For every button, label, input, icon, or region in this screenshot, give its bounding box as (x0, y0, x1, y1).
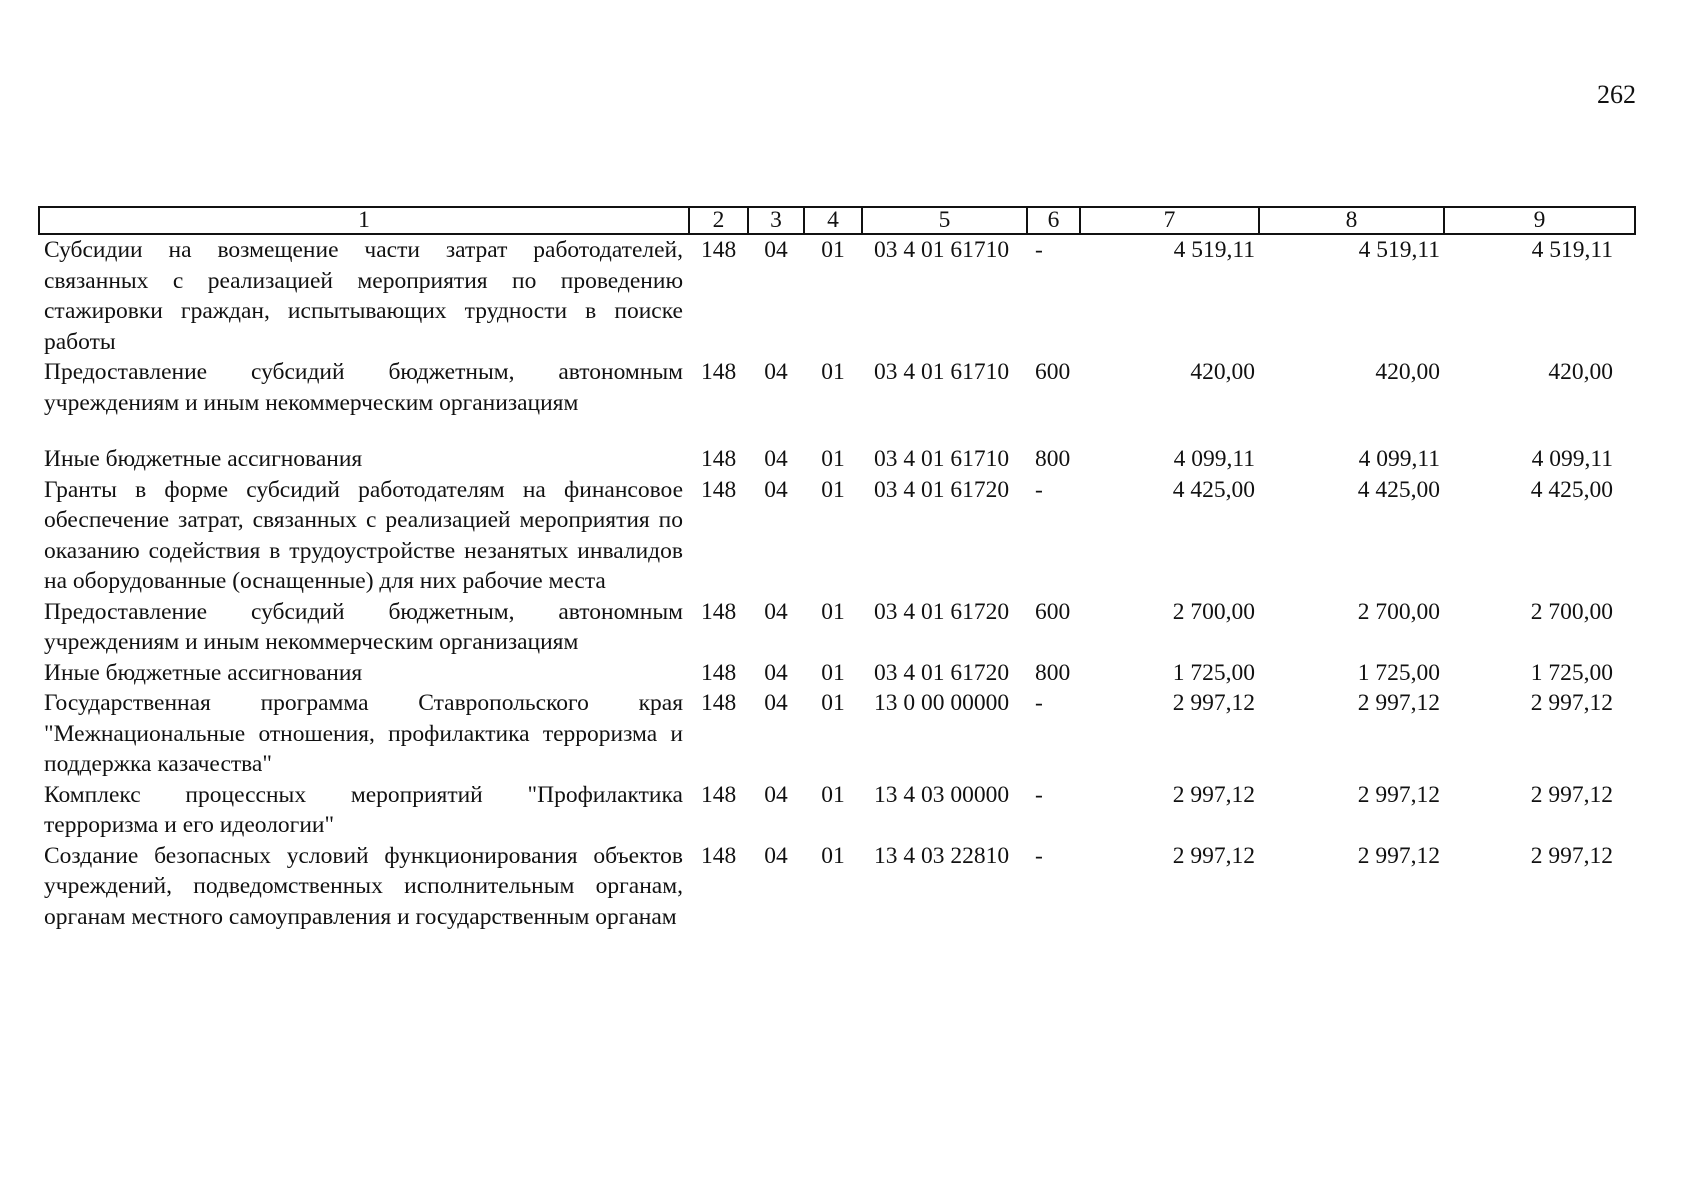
row-csr: 03 4 01 61710 (874, 237, 1010, 263)
row-pr: 01 (821, 690, 845, 716)
row-grbs: 148 (701, 598, 737, 625)
row-rz: 04 (764, 690, 788, 716)
row-amount-3: 2 997,12 (1530, 842, 1613, 869)
budget-table (38, 206, 1636, 932)
row-csr: 03 4 01 61720 (874, 598, 1010, 625)
row-amount-2: 1 725,00 (1357, 659, 1440, 686)
row-grbs: 148 (701, 237, 737, 263)
row-grbs: 148 (701, 359, 737, 385)
table-row (39, 841, 1635, 933)
table-header (39, 207, 1635, 234)
row-pr: 01 (821, 237, 845, 263)
row-amount-2: 2 700,00 (1357, 598, 1440, 625)
column-header: 1 (39, 207, 689, 234)
page-number: 262 (1597, 80, 1636, 109)
row-amount-3: 1 725,00 (1530, 659, 1613, 686)
table-body (39, 234, 1635, 932)
column-header: 7 (1080, 207, 1259, 234)
row-name: Субсидии на возмещение части затрат работодателей, связанных с реализацией мероприятия по проведению стажировки граждан, испытывающих трудности в поиске работы (44, 237, 683, 355)
row-amount-2: 4 099,11 (1358, 446, 1440, 472)
row-amount-1: 2 700,00 (1172, 598, 1255, 625)
row-amount-2: 2 997,12 (1357, 842, 1440, 869)
row-grbs: 148 (701, 781, 737, 808)
row-pr: 01 (821, 476, 845, 503)
table-row (39, 475, 1635, 597)
spacer-cell (39, 418, 1635, 444)
table-row (39, 658, 1635, 689)
row-amount-3: 420,00 (1548, 359, 1613, 385)
row-pr: 01 (821, 359, 845, 385)
row-amount-1: 4 519,11 (1173, 237, 1255, 263)
row-csr: 13 4 03 22810 (874, 842, 1010, 869)
row-pr: 01 (821, 842, 845, 869)
row-grbs: 148 (701, 690, 737, 716)
row-rz: 04 (764, 359, 788, 385)
row-amount-3: 2 997,12 (1530, 781, 1613, 808)
row-vr: 600 (1035, 359, 1071, 385)
row-csr: 13 4 03 00000 (874, 781, 1010, 808)
row-csr: 03 4 01 61720 (874, 476, 1010, 503)
row-amount-2: 4 519,11 (1358, 237, 1440, 263)
row-amount-3: 4 099,11 (1531, 446, 1613, 472)
column-header: 2 (689, 207, 748, 234)
column-header: 5 (862, 207, 1027, 234)
row-rz: 04 (764, 842, 788, 869)
row-amount-1: 4 425,00 (1172, 476, 1255, 503)
row-name: Гранты в форме субсидий работодателям на финансовое обеспечение затрат, связанных с реализацией мероприятия по оказанию содействия в трудоустройстве незанятых инвалидов на оборудованные (оснащенные) для них рабочие места (44, 476, 683, 594)
column-header: 8 (1259, 207, 1444, 234)
column-header: 6 (1027, 207, 1080, 234)
column-header: 3 (748, 207, 804, 234)
row-name: Иные бюджетные ассигнования (44, 446, 363, 472)
row-name: Предоставление субсидий бюджетным, автономным учреждениям и иным некоммерческим организациям (44, 359, 683, 416)
row-rz: 04 (764, 659, 788, 686)
row-amount-2: 420,00 (1375, 359, 1440, 385)
row-pr: 01 (821, 446, 845, 472)
row-amount-1: 420,00 (1190, 359, 1255, 385)
row-vr: - (1035, 237, 1043, 263)
table-row (39, 780, 1635, 841)
table-row (39, 357, 1635, 418)
row-csr: 03 4 01 61720 (874, 659, 1010, 686)
row-name: Создание безопасных условий функционирования объектов учреждений, подведомственных исполнительным органам, органам местного самоуправления и государственным органам (44, 842, 683, 930)
table-row (39, 444, 1635, 475)
row-amount-3: 2 700,00 (1530, 598, 1613, 625)
row-amount-3: 4 425,00 (1530, 476, 1613, 503)
row-vr: - (1035, 690, 1043, 716)
row-name: Иные бюджетные ассигнования (44, 659, 363, 686)
row-name: Комплекс процессных мероприятий "Профилактика терроризма и его идеологии" (44, 781, 683, 838)
column-header: 9 (1444, 207, 1635, 234)
row-amount-2: 4 425,00 (1357, 476, 1440, 503)
row-grbs: 148 (701, 659, 737, 686)
row-vr: 800 (1035, 659, 1071, 686)
row-vr: - (1035, 476, 1043, 503)
row-spacer (39, 418, 1635, 444)
row-amount-1: 2 997,12 (1172, 690, 1255, 716)
row-amount-2: 2 997,12 (1357, 781, 1440, 808)
column-header: 4 (804, 207, 862, 234)
row-grbs: 148 (701, 446, 737, 472)
row-vr: - (1035, 781, 1043, 808)
row-amount-3: 2 997,12 (1530, 690, 1613, 716)
row-amount-1: 2 997,12 (1172, 781, 1255, 808)
table-row (39, 234, 1635, 357)
row-rz: 04 (764, 237, 788, 263)
row-rz: 04 (764, 598, 788, 625)
row-grbs: 148 (701, 842, 737, 869)
row-vr: 800 (1035, 446, 1071, 472)
row-amount-1: 2 997,12 (1172, 842, 1255, 869)
table-row (39, 597, 1635, 658)
row-csr: 13 0 00 00000 (874, 690, 1010, 716)
row-pr: 01 (821, 659, 845, 686)
row-pr: 01 (821, 598, 845, 625)
row-name: Предоставление субсидий бюджетным, автономным учреждениям и иным некоммерческим организациям (44, 598, 683, 655)
row-amount-1: 1 725,00 (1172, 659, 1255, 686)
row-csr: 03 4 01 61710 (874, 446, 1010, 472)
table-row (39, 688, 1635, 780)
row-rz: 04 (764, 476, 788, 503)
row-rz: 04 (764, 781, 788, 808)
row-amount-3: 4 519,11 (1531, 237, 1613, 263)
row-name: Государственная программа Ставропольского края "Межнациональные отношения, профилактика терроризма и поддержка казачества" (44, 690, 683, 777)
row-rz: 04 (764, 446, 788, 472)
row-csr: 03 4 01 61710 (874, 359, 1010, 385)
row-amount-1: 4 099,11 (1173, 446, 1255, 472)
row-grbs: 148 (701, 476, 737, 503)
row-vr: 600 (1035, 598, 1071, 625)
row-amount-2: 2 997,12 (1357, 690, 1440, 716)
row-pr: 01 (821, 781, 845, 808)
row-vr: - (1035, 842, 1043, 869)
